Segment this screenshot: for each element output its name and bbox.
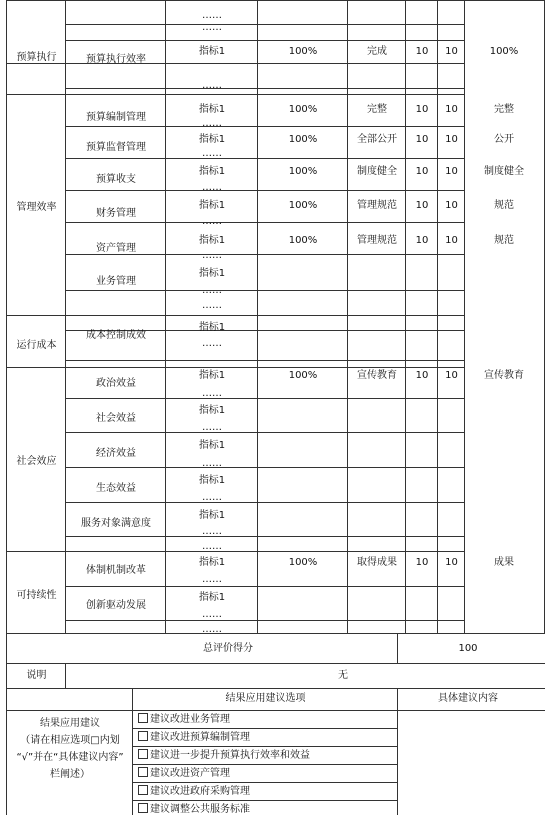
grid-line <box>66 367 465 368</box>
grid-line <box>66 190 465 191</box>
sub-category: 政治效益 <box>96 378 136 389</box>
apply-title-line: “√”并在“具体建议内容” <box>16 752 124 763</box>
weight-cell: 10 <box>415 370 429 381</box>
sub-category: 业务管理 <box>96 276 136 287</box>
value-cell: 规范 <box>494 200 514 211</box>
grid-line <box>7 315 66 316</box>
checkbox[interactable] <box>138 731 148 741</box>
grid-line <box>66 290 465 291</box>
suggestion-option[interactable] <box>138 749 378 762</box>
indicator-cell: 指标1 <box>198 557 226 568</box>
grid-line <box>7 710 545 711</box>
grid-line <box>66 536 465 537</box>
option-text: 建议进一步提升预算执行效率和效益 <box>150 750 310 761</box>
grid-line <box>133 728 398 729</box>
suggestion-option[interactable] <box>138 785 378 798</box>
target-cell: 制度健全 <box>357 166 397 177</box>
option-text: 建议改进业务管理 <box>150 714 230 725</box>
score-cell: 10 <box>445 134 458 145</box>
grid-line <box>66 24 465 25</box>
sub-category: 生态效益 <box>96 483 136 494</box>
weight-cell: 10 <box>415 200 429 211</box>
grid-line <box>66 315 465 316</box>
value-cell: 制度健全 <box>484 166 524 177</box>
explain-label: 说明 <box>26 670 47 681</box>
grid-line <box>66 620 465 621</box>
grid-line <box>7 688 545 689</box>
indicator-cell: 指标1 <box>198 46 226 57</box>
target-cell: 全部公开 <box>357 134 397 145</box>
ellipsis-cell: …… <box>202 216 222 227</box>
value-cell: 规范 <box>494 235 514 246</box>
value-cell: 宣传教育 <box>484 370 524 381</box>
grid-line <box>66 467 465 468</box>
value-cell: 成果 <box>494 557 514 568</box>
score-cell: 10 <box>445 200 458 211</box>
option-text: 建议调整公共服务标准 <box>150 804 250 815</box>
score-cell: 10 <box>445 104 458 115</box>
sub-category: 预算收支 <box>96 174 136 185</box>
value-cell: 完整 <box>494 104 514 115</box>
apply-title-line: 结果应用建议 <box>40 718 100 729</box>
grid-line <box>66 502 465 503</box>
ellipsis-cell: …… <box>202 285 222 296</box>
sub-category: 预算编制管理 <box>86 112 146 123</box>
grid-line <box>133 746 398 747</box>
grid-line <box>66 398 465 399</box>
indicator-cell: 指标1 <box>198 475 226 486</box>
ellipsis-cell: …… <box>202 182 222 193</box>
suggestion-option[interactable] <box>138 767 378 780</box>
sub-category: 财务管理 <box>96 208 136 219</box>
rate-cell: 100% <box>288 200 318 211</box>
sub-category: 体制机制改革 <box>86 565 146 576</box>
indicator-cell: 指标1 <box>198 592 226 603</box>
rate-cell: 100% <box>288 370 318 381</box>
suggestion-option[interactable] <box>138 713 378 726</box>
rate-cell: 100% <box>288 166 318 177</box>
sub-category: 预算执行效率 <box>86 54 146 65</box>
content-header: 具体建议内容 <box>438 693 498 704</box>
grid-line <box>7 94 66 95</box>
category-label: 可持续性 <box>16 590 57 601</box>
indicator-cell: 指标1 <box>198 200 226 211</box>
rate-cell: 100% <box>288 557 318 568</box>
weight-cell: 10 <box>415 104 429 115</box>
ellipsis-cell: …… <box>202 300 222 311</box>
grid-line <box>133 800 398 801</box>
indicator-cell: 指标1 <box>198 104 226 115</box>
grid-line <box>133 782 398 783</box>
rate-cell: 100% <box>288 104 318 115</box>
score-cell: 10 <box>445 235 458 246</box>
ellipsis-cell: …… <box>202 541 222 552</box>
indicator-cell: 指标1 <box>198 510 226 521</box>
weight-cell: 10 <box>415 46 429 57</box>
ellipsis-cell: …… <box>202 388 222 399</box>
target-cell: 管理规范 <box>357 235 397 246</box>
checkbox[interactable] <box>138 803 148 813</box>
ellipsis-cell: …… <box>202 526 222 537</box>
ellipsis-cell: …… <box>202 492 222 503</box>
grid-line <box>66 551 465 552</box>
value-cell: 公开 <box>494 134 514 145</box>
ellipsis-cell: …… <box>202 10 222 21</box>
grid-line <box>397 633 398 663</box>
category-label: 社会效应 <box>16 456 57 467</box>
grid-line <box>397 688 398 815</box>
target-cell: 宣传教育 <box>357 370 397 381</box>
category-label: 管理效率 <box>16 202 57 213</box>
ellipsis-cell: …… <box>202 148 222 159</box>
target-cell: 完成 <box>367 46 387 57</box>
grid-line <box>7 367 66 368</box>
grid-line <box>7 551 66 552</box>
sub-category: 创新驱动发展 <box>86 600 146 611</box>
score-cell: 10 <box>445 370 458 381</box>
suggestion-option[interactable] <box>138 803 378 816</box>
grid-line <box>133 764 398 765</box>
score-cell: 10 <box>445 46 458 57</box>
option-text: 建议改进政府采购管理 <box>150 786 250 797</box>
grid-line <box>544 0 545 633</box>
score-cell: 10 <box>445 166 458 177</box>
weight-cell: 10 <box>415 134 429 145</box>
score-cell: 10 <box>445 557 458 568</box>
suggestion-option[interactable] <box>138 731 378 744</box>
option-text: 建议改进资产管理 <box>150 768 230 779</box>
category-label: 运行成本 <box>16 340 57 351</box>
target-cell: 完整 <box>367 104 387 115</box>
ellipsis-cell: …… <box>202 574 222 585</box>
explain-value: 无 <box>338 670 348 681</box>
indicator-cell: 指标1 <box>198 235 226 246</box>
ellipsis-cell: …… <box>202 118 222 129</box>
target-cell: 管理规范 <box>357 200 397 211</box>
sub-category: 预算监督管理 <box>86 142 146 153</box>
sub-category: 服务对象满意度 <box>81 518 151 529</box>
weight-cell: 10 <box>415 235 429 246</box>
grid-line <box>66 222 465 223</box>
ellipsis-cell: …… <box>202 338 222 349</box>
ellipsis-cell: …… <box>202 250 222 261</box>
checkbox[interactable] <box>138 767 148 777</box>
ellipsis-cell: …… <box>202 422 222 433</box>
grid-line <box>66 586 465 587</box>
opinion-header: 结果应用建议选项 <box>225 693 306 704</box>
checkbox[interactable] <box>138 713 148 723</box>
grid-line <box>66 432 465 433</box>
total-score-value: 100 <box>458 643 478 654</box>
ellipsis-cell: …… <box>202 458 222 469</box>
rate-cell: 100% <box>288 46 318 57</box>
option-text: 建议改进预算编制管理 <box>150 732 250 743</box>
grid-line <box>66 88 465 89</box>
value-cell: 100% <box>489 46 519 57</box>
apply-title-line: 栏阐述） <box>50 769 90 780</box>
grid-line <box>6 0 7 815</box>
grid-line <box>7 633 545 634</box>
grid-line <box>66 158 465 159</box>
grid-line <box>66 40 465 41</box>
indicator-cell: 指标1 <box>198 405 226 416</box>
weight-cell: 10 <box>415 557 429 568</box>
indicator-cell: 指标1 <box>198 134 226 145</box>
rate-cell: 100% <box>288 134 318 145</box>
ellipsis-cell: …… <box>202 80 222 91</box>
sub-category: 成本控制成效 <box>86 330 146 341</box>
grid-line <box>66 126 465 127</box>
indicator-cell: 指标1 <box>198 440 226 451</box>
indicator-cell: 指标1 <box>198 322 226 333</box>
grid-line <box>7 0 545 1</box>
sub-category: 经济效益 <box>96 448 136 459</box>
grid-line <box>7 663 545 664</box>
indicator-cell: 指标1 <box>198 370 226 381</box>
indicator-cell: 指标1 <box>198 268 226 279</box>
apply-title-line: （请在相应选项□内划 <box>20 735 120 746</box>
checkbox[interactable] <box>138 749 148 759</box>
grid-line <box>66 360 465 361</box>
ellipsis-cell: …… <box>202 624 222 635</box>
target-cell: 取得成果 <box>357 557 397 568</box>
checkbox[interactable] <box>138 785 148 795</box>
category-label: 预算执行 <box>16 52 57 63</box>
sub-category: 社会效益 <box>96 413 136 424</box>
indicator-cell: …… <box>202 22 222 33</box>
grid-line <box>66 94 465 95</box>
total-score-label: 总评价得分 <box>203 643 253 654</box>
rate-cell: 100% <box>288 235 318 246</box>
sub-category: 资产管理 <box>96 243 136 254</box>
indicator-cell: 指标1 <box>198 166 226 177</box>
weight-cell: 10 <box>415 166 429 177</box>
ellipsis-cell: …… <box>202 609 222 620</box>
